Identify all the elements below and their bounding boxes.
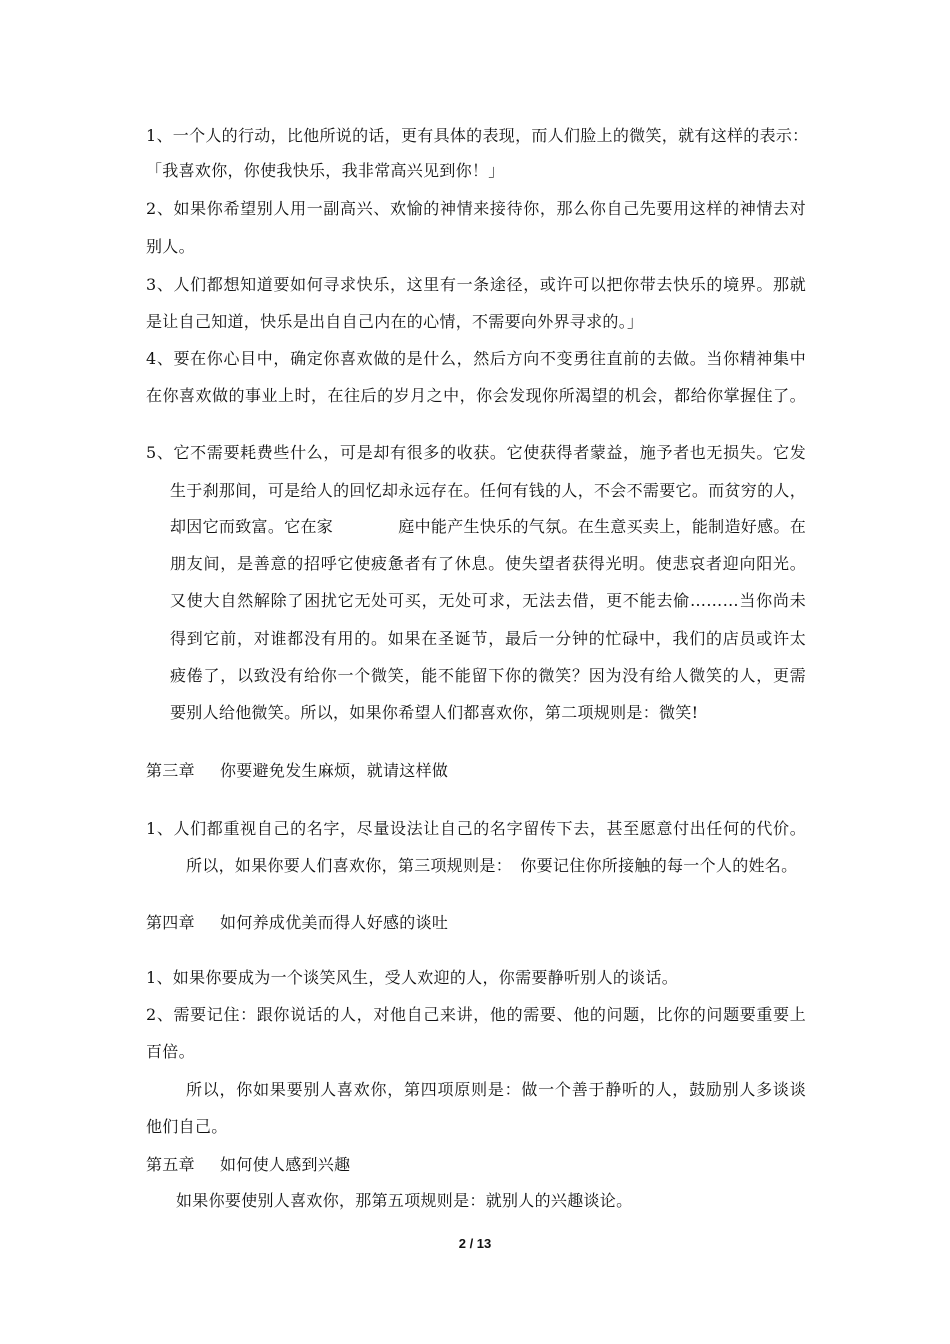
chapter-4-rule-line-2: 他们自己。 [146, 1117, 228, 1136]
chapter-4-item-1: 1、如果你要成为一个谈笑风生，受人欢迎的人，你需要静听别人的谈话。 [146, 968, 679, 987]
paragraph-5-line-3: 却因它而致富。它在家 庭中能产生快乐的气氛。在生意买卖上，能制造好感。在 [170, 517, 806, 536]
chapter-3-title: 你要避免发生麻烦，就请这样做 [220, 761, 449, 780]
chapter-5-heading [146, 1154, 350, 1176]
chapter-5-number: 第五章 [146, 1155, 195, 1174]
paragraph-5-line-8: 要别人给他微笑。所以，如果你希望人们都喜欢你，第二项规则是：微笑! [170, 703, 699, 722]
chapter-4-item-2-line-2: 百倍。 [146, 1042, 195, 1061]
paragraph-1-line-2: 「我喜欢你，你使我快乐，我非常高兴见到你！」 [146, 161, 505, 180]
paragraph-5-line-6: 得到它前，对谁都没有用的。如果在圣诞节，最后一分钟的忙碌中，我们的店员或许太 [170, 629, 806, 648]
chapter-4-rule-line-1: 所以，你如果要别人喜欢你，第四项原则是：做一个善于静听的人，鼓励别人多谈谈 [186, 1080, 806, 1099]
chapter-3-heading [146, 760, 448, 782]
paragraph-3-line-1: 3、人们都想知道要如何寻求快乐，这里有一条途径，或许可以把你带去快乐的境界。那就 [146, 275, 806, 294]
chapter-4-heading [146, 912, 448, 934]
paragraph-2-line-1: 2、如果你希望别人用一副高兴、欢愉的神情来接待你，那么你自己先要用这样的神情去对 [146, 199, 806, 218]
chapter-5-title: 如何使人感到兴趣 [220, 1155, 351, 1174]
paragraph-5-line-7: 疲倦了，以致没有给你一个微笑，能不能留下你的微笑？因为没有给人微笑的人，更需 [170, 666, 806, 685]
chapter-3-rule: 所以，如果你要人们喜欢你，第三项规则是： 你要记住你所接触的每一个人的姓名。 [186, 856, 798, 875]
page-number: 2 / 13 [458, 1236, 492, 1251]
chapter-3-item-1: 1、人们都重视自己的名字，尽量设法让自己的名字留传下去，甚至愿意付出任何的代价。 [146, 819, 806, 838]
paragraph-2-line-2: 别人。 [146, 237, 195, 256]
paragraph-5-line-4: 朋友间，是善意的招呼它使疲惫者有了休息。使失望者获得光明。使悲哀者迎向阳光。 [170, 554, 806, 573]
chapter-4-item-2-line-1: 2、需要记住：跟你说话的人，对他自己来讲，他的需要、他的问题，比你的问题要重要上 [146, 1005, 806, 1024]
chapter-4-title: 如何养成优美而得人好感的谈吐 [220, 913, 449, 932]
chapter-3-number: 第三章 [146, 761, 195, 780]
chapter-4-number: 第四章 [146, 913, 195, 932]
paragraph-5-line-2: 生于刹那间，可是给人的回忆却永远存在。任何有钱的人，不会不需要它。而贫穷的人， [170, 481, 806, 500]
paragraph-5-line-1: 5、它不需要耗费些什么，可是却有很多的收获。它使获得者蒙益，施予者也无损失。它发 [146, 443, 806, 462]
paragraph-1-line-1: 1、一个人的行动，比他所说的话，更有具体的表现，而人们脸上的微笑，就有这样的表示： [146, 126, 809, 145]
paragraph-5-line-5: 又使大自然解除了困扰它无处可买，无处可求，无法去借，更不能去偷………当你尚未 [170, 591, 806, 610]
paragraph-3-line-2: 是让自己知道，快乐是出自自己内在的心情，不需要向外界寻求的。」 [146, 312, 644, 331]
paragraph-4-line-2: 在你喜欢做的事业上时，在往后的岁月之中，你会发现你所渴望的机会，都给你掌握住了。 [146, 386, 806, 405]
paragraph-4-line-1: 4、要在你心目中，确定你喜欢做的是什么，然后方向不变勇往直前的去做。当你精神集中 [146, 349, 806, 368]
chapter-5-rule: 如果你要使别人喜欢你，那第五项规则是：就别人的兴趣谈论。 [176, 1191, 633, 1210]
